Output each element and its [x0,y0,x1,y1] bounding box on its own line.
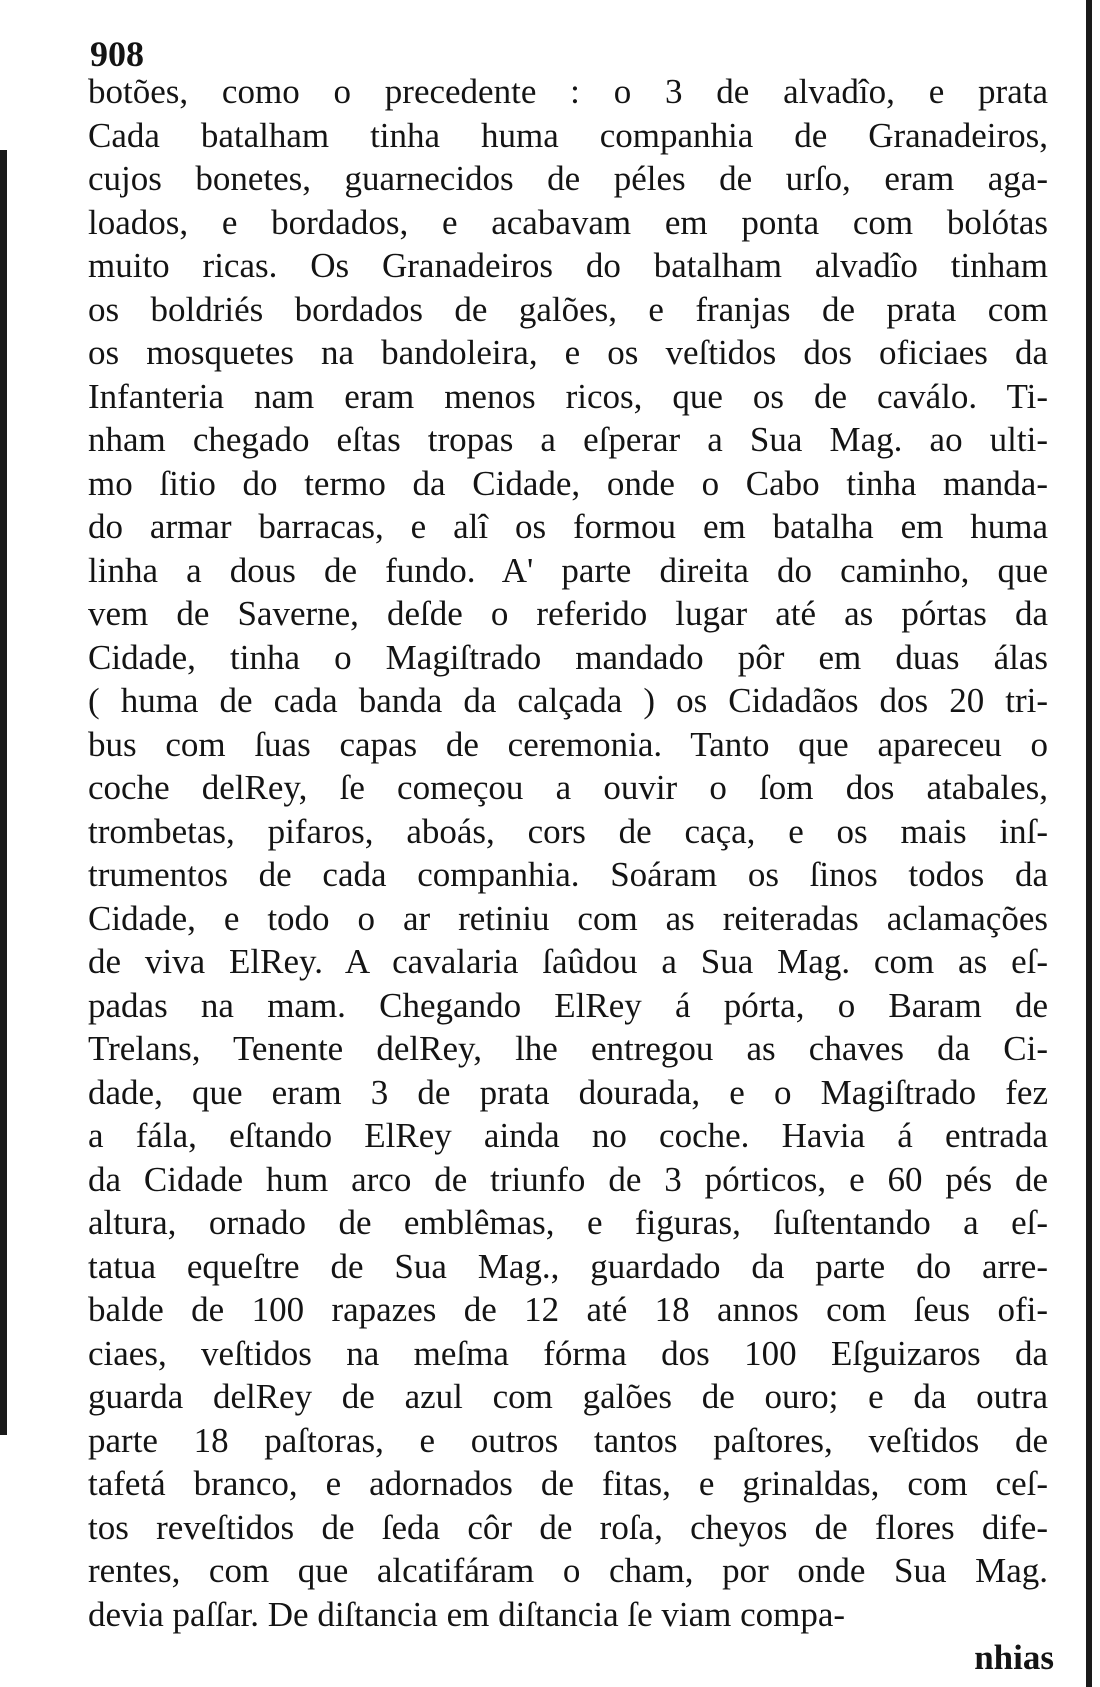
text-line: vem de Saverne, deſde o referido lugar até as pórtas da [88,594,1048,633]
text-line: guarda delRey de azul com galões de ouro; e da outra [88,1377,1048,1416]
text-line: cujos bonetes, guarnecidos de péles de urſo, eram aga- [88,159,1048,198]
page-number: 908 [90,34,144,74]
text-line: Trelans, Tenente delRey, lhe entregou as chaves da Ci- [88,1029,1048,1068]
text-line: da Cidade hum arco de triunfo de 3 pórticos, e 60 pés de [88,1159,1048,1199]
book-page [88,34,1054,1680]
text-line: Infanteria nam eram menos ricos, que os de caválo. Ti- [88,376,1048,416]
text-line: tos reveſtidos de ſeda côr de roſa, cheyos de flores dife- [88,1507,1048,1547]
text-line: ( huma de cada banda da calçada ) os Cidadãos dos 20 tri- [88,681,1048,720]
text-line: Cidade, tinha o Magiſtrado mandado pôr em duas álas [88,637,1048,677]
text-line: mo ſitio do termo da Cidade, onde o Cabo tinha manda- [88,463,1048,503]
text-line: Cada batalham tinha huma companhia de Granadeiros, [88,115,1048,155]
text-line: botões, como o precedente : o 3 de alvadîo, e prata [88,72,1048,111]
text-line: linha a dous de fundo. A' parte direita do caminho, que [88,550,1048,590]
text-line: nham chegado eſtas tropas a eſperar a Sua Mag. ao ulti- [88,420,1048,459]
text-line: tatua equeſtre de Sua Mag., guardado da parte do arre- [88,1246,1048,1286]
text-line: a fála, eſtando ElRey ainda no coche. Havia á entrada [88,1116,1048,1155]
catchword: nhias [974,1638,1054,1677]
text-line: loados, e bordados, e acabavam em ponta com bolótas [88,202,1048,242]
text-line: bus com ſuas capas de ceremonia. Tanto que apareceu o [88,724,1048,764]
text-line: de viva ElRey. A cavalaria ſaûdou a Sua Mag. com as eſ- [88,942,1048,981]
text-line: do armar barracas, e alî os formou em batalha em huma [88,507,1048,546]
text-line: altura, ornado de emblêmas, e figuras, ſuſtentando a eſ- [88,1203,1048,1242]
text-line: tafetá branco, e adornados de fitas, e grinaldas, com ceſ- [88,1464,1048,1503]
text-line: rentes, com que alcatifáram o cham, por onde Sua Mag. [88,1551,1048,1590]
text-line: muito ricas. Os Granadeiros do batalham alvadîo tinham [88,246,1048,285]
text-line: ciaes, veſtidos na meſma fórma dos 100 Eſguizaros da [88,1333,1048,1373]
text-line: padas na mam. Chegando ElRey á pórta, o Baram de [88,985,1048,1025]
text-line: balde de 100 rapazes de 12 até 18 annos com ſeus ofi- [88,1290,1048,1329]
body-text [88,70,1048,1636]
text-line: devia paſſar. De diſtancia em diſtancia ſe viam compa- [88,1594,846,1634]
text-line: trumentos de cada companhia. Soáram os ſinos todos da [88,855,1048,894]
text-line: os boldriés bordados de galões, e franjas de prata com [88,289,1048,329]
text-line: trombetas, pifaros, aboás, cors de caça, e os mais inſ- [88,811,1048,851]
text-line: coche delRey, ſe começou a ouvir o ſom dos atabales, [88,768,1048,807]
text-line: dade, que eram 3 de prata dourada, e o Magiſtrado fez [88,1072,1048,1112]
text-line: os mosquetes na bandoleira, e os veſtidos dos oficiaes da [88,333,1048,372]
text-line: Cidade, e todo o ar retiniu com as reiteradas aclamações [88,898,1048,938]
scan-edge-left [0,150,7,1435]
text-line: parte 18 paſtoras, e outros tantos paſtores, veſtidos de [88,1420,1048,1460]
scan-edge-right [1086,0,1092,1687]
